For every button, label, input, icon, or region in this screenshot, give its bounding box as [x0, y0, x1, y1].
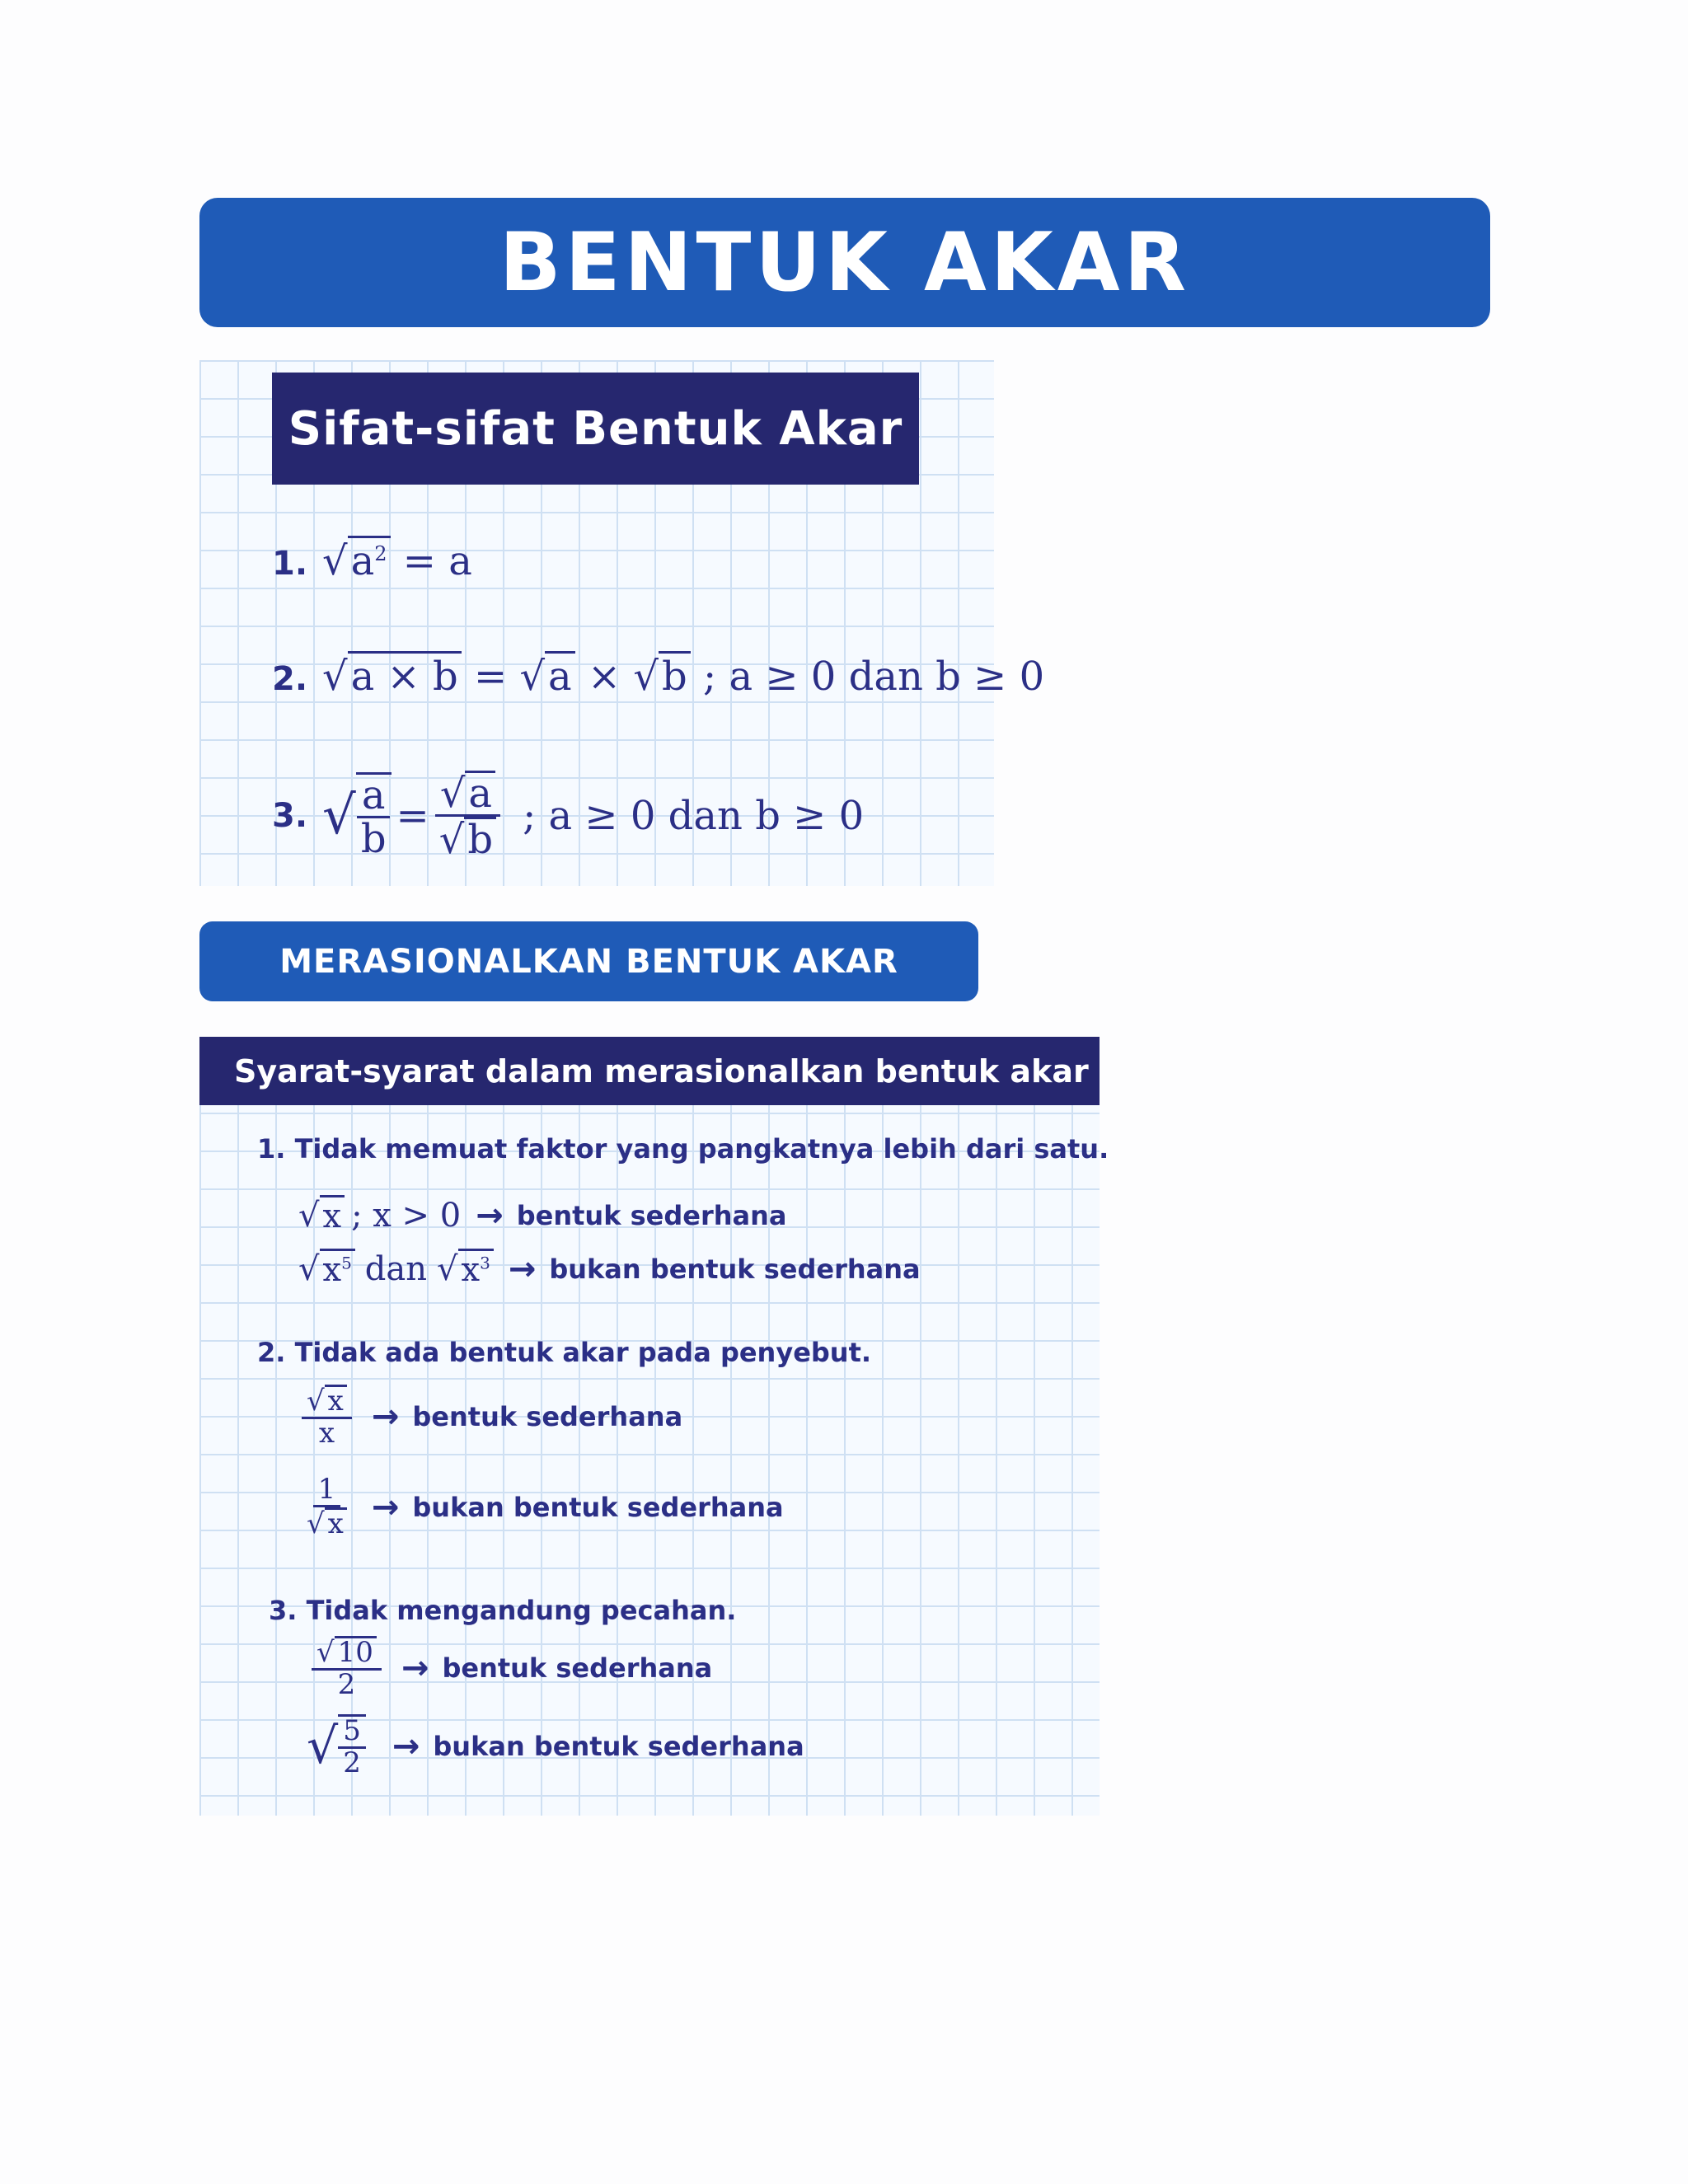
rule-condition: ; a ≥ 0 dan b ≥ 0: [703, 654, 1045, 700]
sqrt-icon: √: [307, 1385, 325, 1418]
fraction-denominator: 2: [343, 1746, 361, 1779]
exponent: 2: [374, 542, 387, 565]
syarat-item-3-example-1: [307, 1636, 712, 1699]
arrow-right-icon: →: [476, 1196, 504, 1235]
fraction-numerator: 10: [335, 1636, 377, 1668]
radicand: x: [461, 1251, 481, 1289]
sifat-rule-3: [272, 771, 865, 864]
radicand: a: [350, 538, 375, 584]
radicand: x: [322, 1251, 342, 1289]
fraction-denominator: b: [360, 815, 387, 862]
conjunction: dan: [364, 1249, 428, 1288]
arrow-right-icon: →: [371, 1397, 400, 1436]
sqrt-icon: √: [298, 1249, 320, 1288]
arrow-right-icon: →: [371, 1488, 400, 1526]
rule-number: 3.: [272, 796, 308, 835]
sqrt-icon: √: [307, 1507, 325, 1540]
sifat-rule-1: [272, 536, 472, 584]
syarat-item-1-example-1: [298, 1195, 787, 1235]
radicand: a: [545, 651, 575, 700]
rasional-section-label: MERASIONALKAN BENTUK AKAR: [279, 942, 898, 981]
sifat-header: [272, 373, 919, 485]
sqrt-icon: √: [322, 654, 348, 700]
arrow-right-icon: →: [508, 1249, 537, 1288]
radicand: a × b: [348, 651, 462, 700]
fraction-denominator: 2: [337, 1667, 356, 1701]
fraction-numerator: x: [325, 1385, 347, 1417]
fraction-denominator: x: [325, 1507, 347, 1540]
radicand: x: [320, 1195, 345, 1235]
syarat-item-2-example-2: [297, 1475, 784, 1539]
syarat-item-2-example-1: [297, 1385, 682, 1448]
fraction-numerator: a: [465, 771, 495, 814]
example-label: bentuk sederhana: [516, 1199, 787, 1231]
sqrt-icon: √: [307, 1717, 339, 1775]
arrow-right-icon: →: [401, 1648, 429, 1687]
syarat-item-1: 1. Tidak memuat faktor yang pangkatnya lebih dari satu.: [257, 1133, 1109, 1165]
fraction-numerator: a: [357, 775, 391, 818]
arrow-right-icon: →: [392, 1727, 420, 1765]
syarat-header: [199, 1037, 1100, 1105]
sqrt-icon: √: [439, 771, 466, 817]
sqrt-icon: √: [437, 1249, 458, 1288]
main-title: BENTUK AKAR: [499, 215, 1191, 310]
exponent: 5: [341, 1253, 352, 1273]
fraction-denominator: b: [464, 817, 496, 860]
example-label: bukan bentuk sederhana: [412, 1491, 784, 1523]
equals: =: [396, 792, 429, 839]
rasional-section-bar: [199, 921, 978, 1001]
example-condition: ; x > 0: [351, 1196, 462, 1235]
example-label: bentuk sederhana: [412, 1400, 683, 1432]
sqrt-icon: √: [322, 538, 348, 584]
sqrt-icon: √: [316, 1636, 335, 1669]
sqrt-icon: √: [322, 785, 356, 846]
syarat-item-3-example-2: [307, 1714, 804, 1778]
syarat-header-label: Syarat-syarat dalam merasionalkan bentuk akar: [234, 1052, 1089, 1090]
sqrt-icon: √: [438, 817, 465, 864]
sifat-rule-2: [272, 651, 1044, 700]
fraction-denominator: x: [318, 1416, 335, 1450]
main-title-bar: [199, 198, 1490, 327]
syarat-item-1-example-2: [298, 1249, 921, 1289]
fraction-numerator: 1: [313, 1475, 341, 1507]
equals: =: [473, 654, 508, 700]
sqrt-icon: √: [633, 654, 659, 700]
example-label: bukan bentuk sederhana: [433, 1730, 804, 1762]
exponent: 3: [480, 1253, 490, 1273]
times: ×: [587, 654, 621, 700]
fraction-numerator: 5: [338, 1717, 366, 1749]
syarat-item-2: 2. Tidak ada bentuk akar pada penyebut.: [257, 1337, 872, 1368]
rule-number: 1.: [272, 545, 308, 583]
example-label: bukan bentuk sederhana: [549, 1253, 921, 1285]
rule-rhs: = a: [402, 538, 472, 584]
sqrt-icon: √: [519, 654, 546, 700]
example-label: bentuk sederhana: [442, 1652, 713, 1684]
syarat-item-3: 3. Tidak mengandung pecahan.: [269, 1595, 737, 1626]
radicand: b: [659, 651, 691, 700]
sqrt-icon: √: [298, 1196, 320, 1235]
sifat-header-label: Sifat-sifat Bentuk Akar: [288, 401, 903, 456]
rule-condition: ; a ≥ 0 dan b ≥ 0: [523, 792, 865, 839]
rule-number: 2.: [272, 660, 308, 698]
